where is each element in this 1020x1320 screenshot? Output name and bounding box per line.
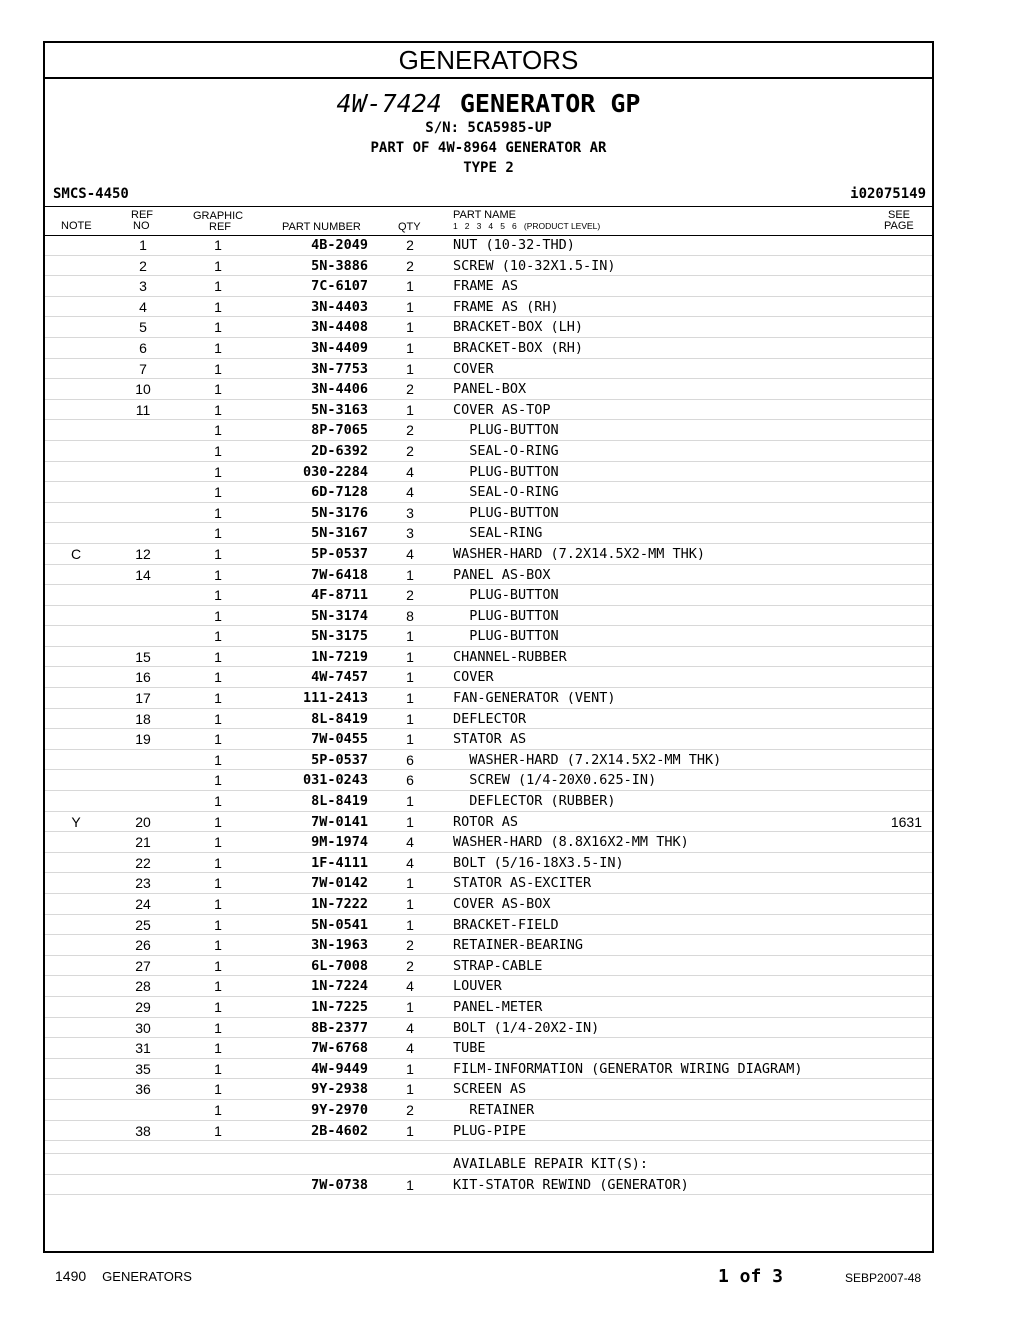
row-graphic-ref: 1 — [214, 731, 222, 748]
row-part-number: 8L-8419 — [311, 710, 368, 727]
title-name: GENERATOR GP — [459, 89, 641, 118]
row-ref-no: 30 — [135, 1019, 151, 1036]
row-part-number: 5N-3886 — [311, 257, 368, 274]
table-row — [45, 1100, 932, 1121]
row-part-name: STATOR AS — [453, 731, 527, 748]
parts-list-frame — [43, 41, 934, 1253]
row-graphic-ref: 1 — [214, 896, 222, 912]
row-part-number: 5N-3175 — [311, 628, 368, 645]
row-ref-no: 35 — [135, 1060, 151, 1077]
row-qty: 4 — [406, 1040, 414, 1057]
row-part-name: WASHER-HARD (7.2X14.5X2-MM THK) — [453, 545, 705, 562]
table-row — [45, 894, 932, 915]
row-graphic-ref: 1 — [214, 278, 222, 295]
col-see-page-line1: SEE — [888, 209, 911, 221]
table-row — [45, 379, 932, 400]
row-qty: 1 — [406, 628, 414, 645]
row-qty: 2 — [406, 381, 414, 398]
row-part-name: PANEL-METER — [453, 998, 543, 1015]
row-ref-no: 24 — [135, 896, 151, 912]
row-qty: 6 — [406, 772, 414, 789]
row-part-name: RETAINER-BEARING — [453, 937, 584, 954]
row-part-number: 3N-4406 — [311, 381, 368, 398]
row-part-number: 1N-7219 — [311, 648, 368, 665]
row-graphic-ref: 1 — [214, 422, 222, 439]
row-part-name: DEFLECTOR — [453, 710, 527, 727]
row-ref-no: 25 — [135, 916, 151, 933]
table-row — [45, 791, 932, 812]
row-qty: 4 — [406, 834, 414, 851]
row-ref-no: 31 — [135, 1040, 151, 1057]
col-graphic-ref-line2: REF — [209, 221, 231, 233]
row-ref-no: 11 — [135, 401, 151, 418]
row-part-name: BRACKET-BOX (LH) — [453, 319, 584, 336]
table-row — [45, 770, 932, 791]
row-qty: 1 — [406, 1122, 414, 1139]
table-row — [45, 523, 932, 544]
page-title — [45, 89, 932, 118]
type-line: TYPE 2 — [463, 160, 514, 176]
row-qty: 4 — [406, 463, 414, 480]
row-ref-no: 26 — [135, 937, 151, 954]
row-part-number: 3N-4408 — [311, 319, 368, 336]
row-ref-no: 23 — [135, 875, 151, 892]
table-row — [45, 317, 932, 338]
table-row — [45, 606, 932, 627]
row-part-name: PLUG-BUTTON — [453, 607, 559, 624]
row-graphic-ref: 1 — [214, 607, 222, 624]
row-part-number: 5P-0537 — [311, 545, 368, 562]
row-graphic-ref: 1 — [214, 319, 222, 336]
title-part-number: 4W-7424 — [336, 89, 442, 118]
row-qty: 1 — [406, 566, 414, 583]
row-graphic-ref: 1 — [214, 504, 222, 521]
row-part-number: 8L-8419 — [311, 793, 368, 810]
row-note: Y — [71, 813, 81, 830]
row-graphic-ref: 1 — [214, 669, 222, 686]
row-part-number: 8P-7065 — [311, 422, 368, 439]
row-qty: 1 — [406, 401, 414, 418]
row-graphic-ref: 1 — [214, 360, 222, 377]
row-qty: 1 — [406, 813, 414, 830]
row-part-name: TUBE — [453, 1040, 486, 1057]
table-row — [45, 873, 932, 894]
serial-number-line: S/N: 5CA5985-UP — [425, 120, 552, 136]
row-ref-no: 15 — [135, 648, 151, 665]
row-qty: 1 — [406, 278, 414, 295]
table-row — [45, 853, 932, 874]
row-part-number: 2D-6392 — [311, 442, 368, 459]
row-graphic-ref: 1 — [214, 813, 222, 830]
col-part-number: PART NUMBER — [282, 221, 361, 233]
row-ref-no: 38 — [135, 1122, 151, 1139]
row-qty: 1 — [406, 669, 414, 686]
row-ref-no: 16 — [135, 669, 151, 686]
row-ref-no: 12 — [135, 545, 151, 562]
table-row — [45, 585, 932, 606]
row-part-number: 1F-4111 — [311, 854, 368, 871]
row-graphic-ref: 1 — [214, 793, 222, 810]
row-part-number: 5N-3174 — [311, 607, 368, 624]
row-part-number: 3N-4409 — [311, 339, 368, 356]
row-part-name: BOLT (5/16-18X3.5-IN) — [453, 854, 624, 871]
row-part-number: 5P-0537 — [311, 751, 368, 768]
col-see-page-line2: PAGE — [884, 220, 914, 232]
row-graphic-ref: 1 — [214, 257, 222, 274]
footer-section: GENERATORS — [102, 1269, 192, 1284]
row-part-name: ROTOR AS — [453, 813, 519, 830]
row-graphic-ref: 1 — [214, 875, 222, 892]
row-ref-no: 1 — [139, 237, 147, 253]
table-row — [45, 750, 932, 771]
row-part-name: SCREW (10-32X1.5-IN) — [453, 257, 616, 274]
col-note: NOTE — [61, 220, 92, 232]
row-part-number: 9Y-2970 — [311, 1101, 368, 1118]
table-row — [45, 503, 932, 524]
row-part-name: PLUG-BUTTON — [453, 422, 559, 439]
row-graphic-ref: 1 — [214, 545, 222, 562]
col-graphic-ref-line1: GRAPHIC — [193, 210, 244, 222]
col-ref-line2: NO — [133, 220, 150, 232]
table-row — [45, 1018, 932, 1039]
table-row — [45, 976, 932, 997]
row-ref-no: 7 — [139, 360, 147, 377]
table-row — [45, 482, 932, 503]
row-graphic-ref: 1 — [214, 525, 222, 542]
row-part-number: 5N-0541 — [311, 916, 368, 933]
row-ref-no: 20 — [135, 813, 151, 830]
row-graphic-ref: 1 — [214, 1060, 222, 1077]
row-part-number: 7W-6418 — [311, 566, 368, 583]
row-part-number: 1N-7224 — [311, 978, 368, 995]
table-row — [45, 956, 932, 977]
table-row — [45, 1154, 932, 1175]
row-ref-no: 3 — [139, 278, 147, 295]
row-part-name: LOUVER — [453, 978, 502, 995]
table-row — [45, 832, 932, 853]
row-ref-no: 5 — [139, 319, 147, 336]
row-graphic-ref: 1 — [214, 339, 222, 356]
footer-doc-id: SEBP2007-48 — [845, 1271, 922, 1285]
row-qty: 1 — [406, 648, 414, 665]
table-row — [45, 1059, 932, 1080]
row-ref-no: 2 — [139, 257, 147, 274]
row-part-name: RETAINER — [453, 1101, 535, 1118]
row-ref-no: 14 — [135, 566, 151, 583]
row-part-name: FRAME AS — [453, 278, 519, 295]
row-part-name: COVER AS-BOX — [453, 896, 551, 912]
row-graphic-ref: 1 — [214, 648, 222, 665]
row-qty: 3 — [406, 525, 414, 542]
row-graphic-ref: 1 — [214, 916, 222, 933]
row-part-name: SEAL-RING — [453, 525, 543, 542]
row-qty: 4 — [406, 978, 414, 995]
row-part-name: WASHER-HARD (7.2X14.5X2-MM THK) — [453, 751, 722, 768]
row-part-name: FRAME AS (RH) — [453, 298, 559, 315]
row-qty: 1 — [406, 690, 414, 707]
table-row — [45, 420, 932, 441]
row-see-page: 1631 — [890, 813, 922, 830]
row-graphic-ref: 1 — [214, 401, 222, 418]
row-part-name: PANEL AS-BOX — [453, 566, 551, 583]
row-graphic-ref: 1 — [214, 587, 222, 604]
table-row — [45, 359, 932, 380]
row-qty: 2 — [406, 237, 414, 253]
table-row — [45, 1141, 932, 1154]
row-part-name: BOLT (1/4-20X2-IN) — [453, 1019, 600, 1036]
row-part-name: PLUG-PIPE — [453, 1122, 527, 1139]
footer-page-number: 1490 — [55, 1268, 87, 1284]
row-qty: 1 — [406, 1060, 414, 1077]
smcs-code: SMCS-4450 — [53, 186, 129, 202]
row-qty: 6 — [406, 751, 414, 768]
row-part-number: 7W-6768 — [311, 1040, 368, 1057]
row-part-name: PLUG-BUTTON — [453, 463, 559, 480]
row-graphic-ref: 1 — [214, 1122, 222, 1139]
table-row — [45, 647, 932, 668]
table-row — [45, 1121, 932, 1142]
row-part-number: 030-2284 — [302, 463, 368, 480]
row-qty: 1 — [406, 896, 414, 912]
row-part-number: 3N-7753 — [311, 360, 368, 377]
row-part-number: 7W-0141 — [311, 813, 368, 830]
row-qty: 8 — [406, 607, 414, 624]
row-part-number: 7W-0455 — [311, 731, 368, 748]
row-part-name: PLUG-BUTTON — [453, 504, 559, 521]
row-part-number: 4W-9449 — [311, 1060, 368, 1077]
row-qty: 4 — [406, 484, 414, 501]
row-ref-no: 10 — [135, 381, 151, 398]
row-qty: 1 — [406, 998, 414, 1015]
row-part-number: 1N-7222 — [311, 896, 368, 912]
table-row — [45, 1079, 932, 1100]
row-part-name: SEAL-O-RING — [453, 484, 559, 501]
row-qty: 1 — [406, 339, 414, 356]
row-graphic-ref: 1 — [214, 834, 222, 851]
row-graphic-ref: 1 — [214, 484, 222, 501]
row-part-number: 7C-6107 — [311, 278, 368, 295]
row-part-name: COVER AS-TOP — [453, 401, 551, 418]
row-qty: 2 — [406, 957, 414, 974]
table-row — [45, 729, 932, 750]
table-row — [45, 709, 932, 730]
row-qty: 3 — [406, 504, 414, 521]
row-ref-no: 22 — [135, 854, 151, 871]
row-qty: 2 — [406, 587, 414, 604]
row-graphic-ref: 1 — [214, 710, 222, 727]
row-part-name: STATOR AS-EXCITER — [453, 875, 592, 892]
table-row — [45, 565, 932, 586]
col-product-level: 1 2 3 4 5 6 (PRODUCT LEVEL) — [453, 221, 601, 231]
row-qty: 1 — [406, 875, 414, 892]
row-graphic-ref: 1 — [214, 1019, 222, 1036]
row-graphic-ref: 1 — [214, 1081, 222, 1098]
table-row — [45, 297, 932, 318]
row-part-number: 031-0243 — [302, 772, 368, 789]
table-row — [45, 276, 932, 297]
row-graphic-ref: 1 — [214, 442, 222, 459]
row-qty: 1 — [406, 731, 414, 748]
row-part-number: 5N-3167 — [311, 525, 368, 542]
row-qty: 1 — [406, 1081, 414, 1098]
row-part-name: SCREEN AS — [453, 1081, 527, 1098]
table-row — [45, 1175, 932, 1196]
row-part-name: CHANNEL-RUBBER — [453, 648, 567, 665]
row-graphic-ref: 1 — [214, 1101, 222, 1118]
row-part-number: 4W-7457 — [311, 669, 368, 686]
table-row — [45, 915, 932, 936]
row-qty: 2 — [406, 257, 414, 274]
table-row — [45, 935, 932, 956]
row-part-name: WASHER-HARD (8.8X16X2-MM THK) — [453, 834, 689, 851]
row-qty: 1 — [406, 319, 414, 336]
table-row — [45, 400, 932, 421]
row-graphic-ref: 1 — [214, 463, 222, 480]
footer-left — [55, 1268, 192, 1284]
table-row — [45, 667, 932, 688]
table-row — [45, 626, 932, 647]
row-part-name: PLUG-BUTTON — [453, 628, 559, 645]
row-note: C — [70, 545, 82, 562]
row-ref-no: 18 — [135, 710, 151, 727]
row-part-name: FAN-GENERATOR (VENT) — [453, 690, 616, 707]
row-qty: 1 — [406, 298, 414, 315]
row-ref-no: 36 — [135, 1081, 151, 1098]
row-part-name: FILM-INFORMATION (GENERATOR WIRING DIAGRAM) — [453, 1060, 803, 1077]
title-block — [45, 79, 932, 189]
row-ref-no: 17 — [135, 690, 151, 707]
row-graphic-ref: 1 — [214, 751, 222, 768]
row-qty: 1 — [406, 1176, 414, 1193]
row-ref-no: 21 — [135, 834, 151, 851]
row-part-number: 1N-7225 — [311, 998, 368, 1015]
row-part-name: SCREW (1/4-20X0.625-IN) — [453, 772, 657, 789]
row-graphic-ref: 1 — [214, 1040, 222, 1057]
col-ref-line1: REF — [131, 209, 153, 221]
row-qty: 4 — [406, 854, 414, 871]
row-graphic-ref: 1 — [214, 998, 222, 1015]
row-ref-no: 6 — [139, 339, 147, 356]
row-ref-no: 19 — [135, 731, 151, 748]
parts-table-body — [45, 235, 932, 1195]
row-part-number: 4B-2049 — [311, 237, 368, 253]
row-qty: 4 — [406, 545, 414, 562]
footer-page-of: 1 of 3 — [718, 1266, 784, 1287]
row-part-number: 9M-1974 — [311, 834, 368, 851]
row-graphic-ref: 1 — [214, 978, 222, 995]
section-banner: GENERATORS — [45, 43, 932, 79]
row-qty: 2 — [406, 937, 414, 954]
row-part-number: 9Y-2938 — [311, 1081, 368, 1098]
part-of-line: PART OF 4W-8964 GENERATOR AR — [370, 140, 607, 156]
row-part-number: 6D-7128 — [311, 484, 368, 501]
row-part-name: PLUG-BUTTON — [453, 587, 559, 604]
row-graphic-ref: 1 — [214, 937, 222, 954]
row-part-number: 7W-0738 — [311, 1176, 368, 1193]
row-part-number: 3N-4403 — [311, 298, 368, 315]
row-graphic-ref: 1 — [214, 298, 222, 315]
row-qty: 1 — [406, 360, 414, 377]
row-part-number: 8B-2377 — [311, 1019, 368, 1036]
row-part-number: 5N-3163 — [311, 401, 368, 418]
table-row — [45, 997, 932, 1018]
row-ref-no: 4 — [139, 298, 147, 315]
row-part-number: 111-2413 — [302, 690, 368, 707]
table-row — [45, 544, 932, 565]
row-part-name: COVER — [453, 360, 494, 377]
row-part-name: NUT (10-32-THD) — [453, 237, 575, 253]
table-header — [45, 206, 932, 236]
row-graphic-ref: 1 — [214, 690, 222, 707]
table-row — [45, 235, 932, 256]
row-ref-no: 27 — [135, 957, 151, 974]
row-ref-no: 29 — [135, 998, 151, 1015]
row-part-number: 3N-1963 — [311, 937, 368, 954]
table-row — [45, 462, 932, 483]
row-qty: 2 — [406, 1101, 414, 1118]
row-qty: 1 — [406, 793, 414, 810]
row-graphic-ref: 1 — [214, 854, 222, 871]
illustration-id: i02075149 — [850, 186, 926, 202]
row-part-name: SEAL-O-RING — [453, 442, 559, 459]
row-graphic-ref: 1 — [214, 957, 222, 974]
col-part-name: PART NAME — [453, 209, 516, 221]
table-row — [45, 256, 932, 277]
row-part-number: 5N-3176 — [311, 504, 368, 521]
row-ref-no: 28 — [135, 978, 151, 995]
col-qty: QTY — [398, 221, 421, 233]
row-part-number: 7W-0142 — [311, 875, 368, 892]
row-part-name: STRAP-CABLE — [453, 957, 543, 974]
row-part-number: 2B-4602 — [311, 1122, 368, 1139]
row-graphic-ref: 1 — [214, 772, 222, 789]
row-part-number: 4F-8711 — [311, 587, 368, 604]
table-row — [45, 812, 932, 833]
row-qty: 2 — [406, 422, 414, 439]
row-part-name: BRACKET-BOX (RH) — [453, 339, 584, 356]
row-graphic-ref: 1 — [214, 381, 222, 398]
table-row — [45, 1038, 932, 1059]
row-qty: 4 — [406, 1019, 414, 1036]
row-graphic-ref: 1 — [214, 628, 222, 645]
row-part-name: BRACKET-FIELD — [453, 916, 559, 933]
row-qty: 1 — [406, 710, 414, 727]
row-part-name: KIT-STATOR REWIND (GENERATOR) — [453, 1176, 689, 1193]
table-row — [45, 338, 932, 359]
row-part-name: AVAILABLE REPAIR KIT(S): — [453, 1156, 649, 1173]
row-graphic-ref: 1 — [214, 566, 222, 583]
table-row — [45, 441, 932, 462]
row-part-number: 6L-7008 — [311, 957, 368, 974]
row-part-name: PANEL-BOX — [453, 381, 527, 398]
table-row — [45, 688, 932, 709]
row-qty: 1 — [406, 916, 414, 933]
row-part-name: COVER — [453, 669, 494, 686]
row-qty: 2 — [406, 442, 414, 459]
row-part-name: DEFLECTOR (RUBBER) — [453, 793, 616, 810]
row-graphic-ref: 1 — [214, 237, 222, 253]
